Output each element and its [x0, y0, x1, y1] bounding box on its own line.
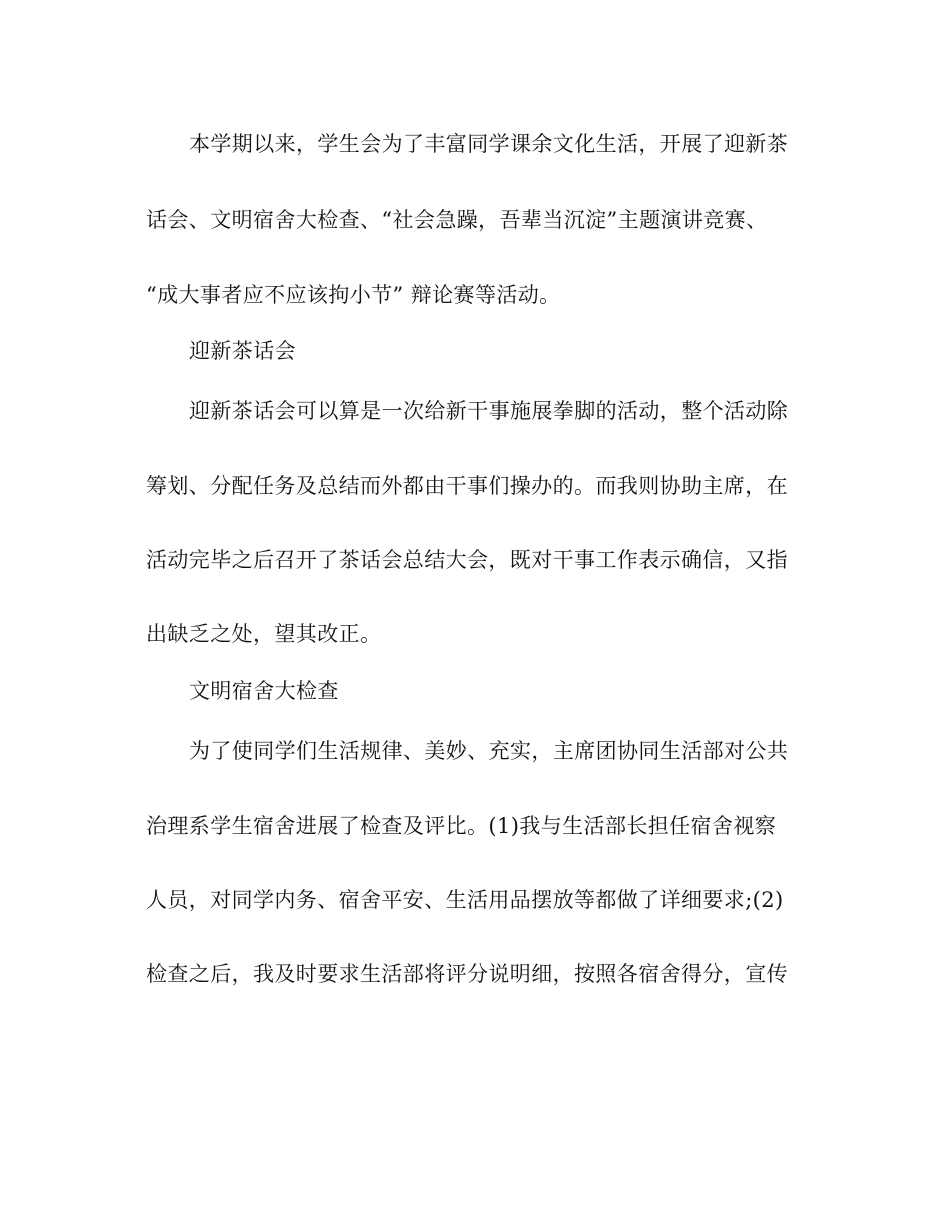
intro-line-2: 话会、文明宿舍大检查、“社会急躁，吾辈当沉淀”主题演讲竞赛、: [146, 208, 768, 232]
tea-party-line-1: 迎新茶话会可以算是一次给新干事施展拳脚的活动，整个活动除: [189, 399, 789, 423]
dorm-check-line-3: 人员，对同学内务、宿舍平安、生活用品摆放等都做了详细要求;(2): [146, 888, 784, 912]
dorm-check-line-1: 为了使同学们生活规律、美妙、充实，主席团协同生活部对公共: [189, 739, 789, 763]
section-heading-dorm-check: 文明宿舍大检查: [189, 679, 339, 703]
dorm-check-line-4: 检查之后，我及时要求生活部将评分说明细，按照各宿舍得分，宣传: [146, 962, 788, 986]
intro-line-3: “成大事者应不应该拘小节” 辩论赛等活动。: [146, 283, 561, 307]
tea-party-line-4: 出缺乏之处，望其改正。: [146, 622, 382, 646]
dorm-check-line-2: 治理系学生宿舍进展了检查及评比。(1)我与生活部长担任宿舍视察: [146, 814, 777, 838]
intro-line-1: 本学期以来，学生会为了丰富同学课余文化生活，开展了迎新茶: [189, 132, 789, 156]
tea-party-line-3: 活动完毕之后召开了茶话会总结大会，既对干事工作表示确信，又指: [146, 548, 788, 572]
section-heading-tea-party: 迎新茶话会: [189, 339, 296, 363]
tea-party-line-2: 筹划、分配任务及总结而外都由干事们操办的。而我则协助主席，在: [146, 474, 788, 498]
